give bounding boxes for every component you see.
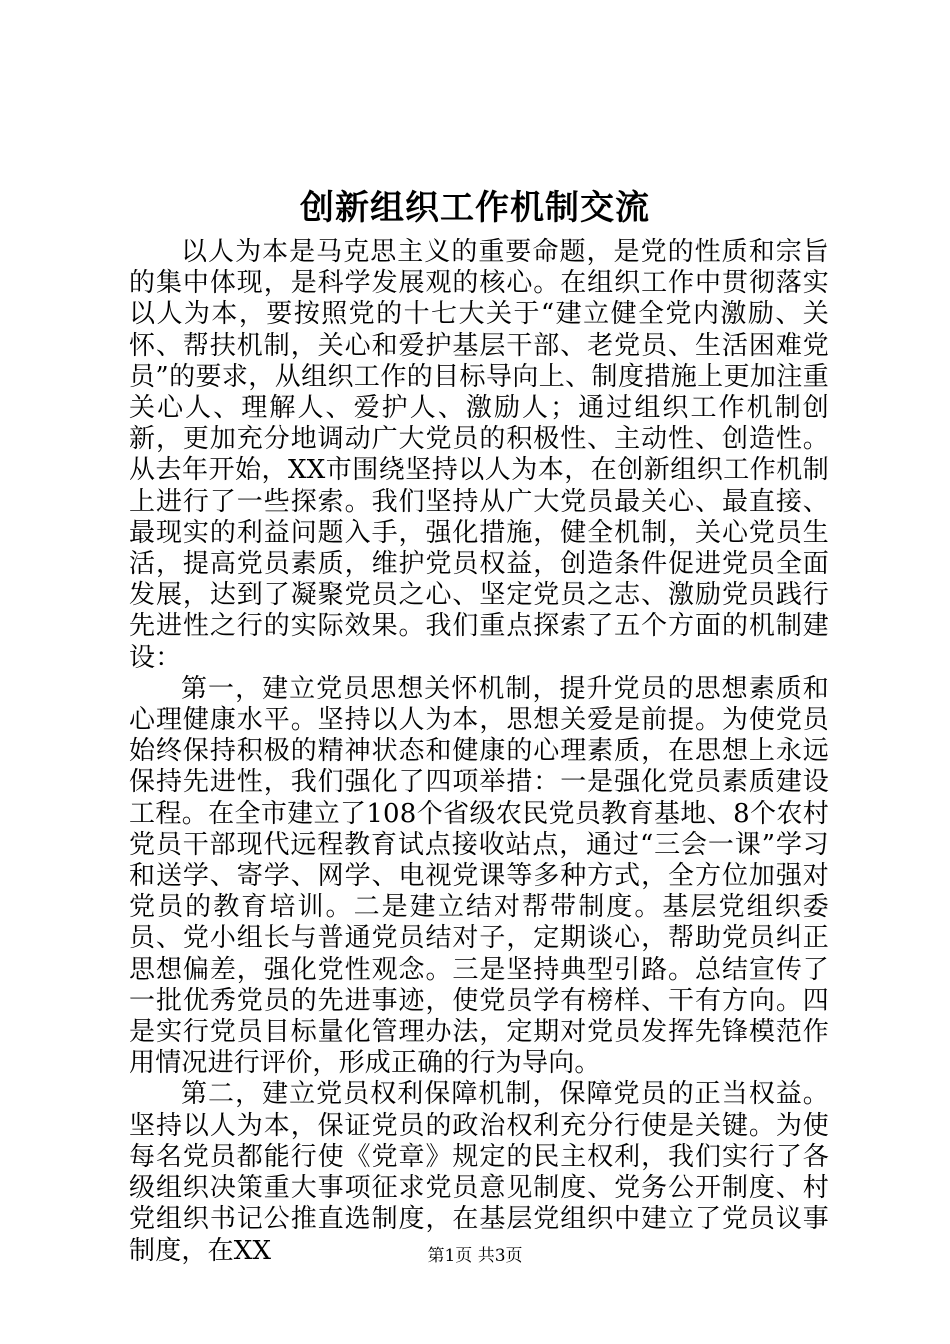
paragraph-second-mechanism: 第二，建立党员权利保障机制，保障党员的正当权益。坚持以人为本，保证党员的政治权利充分行使是关键。为使每名党员都能行使《党章》规定的民主权利，我们实行了各级组织决策重大事项征求党员意见制度、党务公开制度、村党组织书记公推直选制度，在基层党组织中建立了党员议事制度，在XX — [129, 1079, 829, 1266]
document-body — [129, 237, 829, 1267]
page-footer: 第1页 共3页 — [427, 1246, 523, 1266]
paragraph-intro: 以人为本是马克思主义的重要命题，是党的性质和宗旨的集中体现，是科学发展观的核心。在组织工作中贯彻落实以人为本，要按照党的十七大关于“建立健全党内激励、关怀、帮扶机制，关心和爱护基层干部、老党员、生活困难党员”的要求，从组织工作的目标导向上、制度措施上更加注重关心人、理解人、爱护人、激励人；通过组织工作机制创新，更加充分地调动广大党员的积极性、主动性、创造性。从去年开始，XX市围绕坚持以人为本，在创新组织工作机制上进行了一些探索。我们坚持从广大党员最关心、最直接、最现实的利益问题入手，强化措施，健全机制，关心党员生活，提高党员素质，维护党员权益，创造条件促进党员全面发展，达到了凝聚党员之心、坚定党员之志、激励党员践行先进性之行的实际效果。我们重点探索了五个方面的机制建设： — [129, 237, 829, 673]
paragraph-first-mechanism: 第一，建立党员思想关怀机制，提升党员的思想素质和心理健康水平。坚持以人为本，思想关爱是前提。为使党员始终保持积极的精神状态和健康的心理素质，在思想上永远保持先进性，我们强化了四项举措：一是强化党员素质建设工程。在全市建立了108个省级农民党员教育基地、8个农村党员干部现代远程教育试点接收站点，通过“三会一课”学习和送学、寄学、网学、电视党课等多种方式，全方位加强对党员的教育培训。二是建立结对帮带制度。基层党组织委员、党小组长与普通党员结对子，定期谈心，帮助党员纠正思想偏差，强化党性观念。三是坚持典型引路。总结宣传了一批优秀党员的先进事迹，使党员学有榜样、干有方向。四是实行党员目标量化管理办法，定期对党员发挥先锋模范作用情况进行评价，形成正确的行为导向。 — [129, 673, 829, 1079]
document-title: 创新组织工作机制交流 — [300, 188, 650, 228]
